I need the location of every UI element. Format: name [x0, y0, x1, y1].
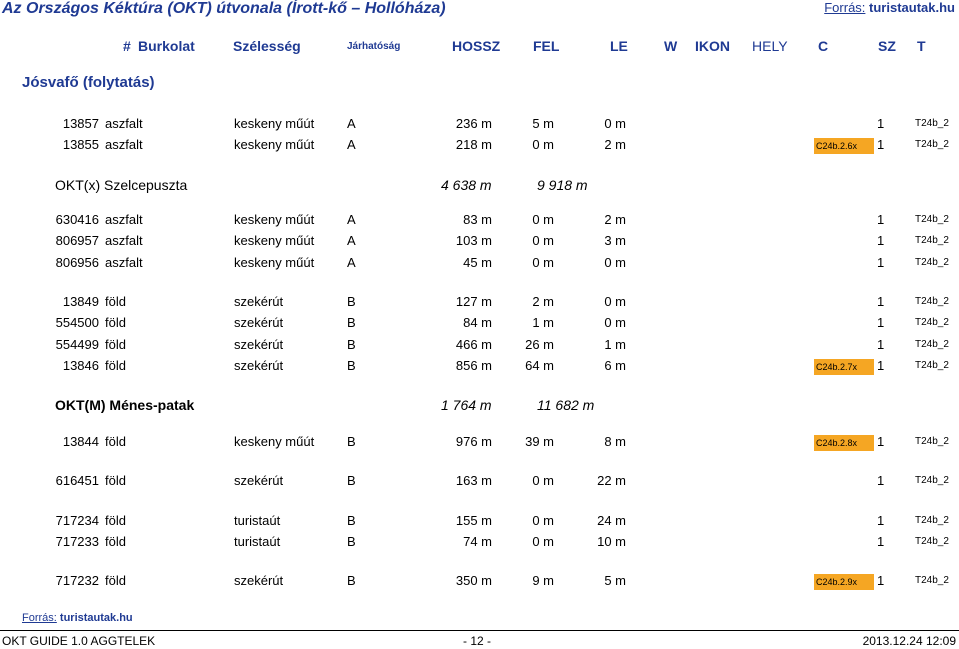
row-passability: B	[347, 357, 356, 373]
row-passability: A	[347, 212, 356, 227]
col-icon: IKON	[695, 38, 730, 54]
table-row	[0, 337, 959, 355]
row-ref: T24b_2	[915, 235, 949, 247]
row-id: 630416	[55, 212, 99, 227]
row-down: 2 m	[604, 212, 626, 227]
row-ref: T24b_2	[915, 536, 949, 548]
row-id: 554500	[55, 315, 99, 331]
row-down: 2 m	[604, 137, 626, 153]
row-surface: aszfalt	[105, 137, 143, 153]
row-width: keskeny műút	[234, 254, 315, 270]
row-surface: aszfalt	[105, 116, 143, 131]
col-passability: Járhatóság	[347, 41, 401, 52]
row-up: 5 m	[532, 116, 554, 131]
table-row	[0, 534, 959, 552]
row-ref: T24b_2	[915, 118, 949, 129]
row-passability: B	[347, 573, 356, 588]
section-length: 4 638 m	[441, 177, 492, 193]
row-down: 5 m	[604, 573, 626, 588]
row-passability: B	[347, 294, 356, 309]
row-surface: föld	[105, 534, 126, 550]
table-row	[0, 137, 959, 155]
row-passability: B	[347, 434, 356, 449]
row-length: 218 m	[455, 137, 492, 153]
source-value[interactable]: turistautak.hu	[869, 0, 955, 15]
footer-page: - 12 -	[463, 634, 492, 648]
row-length: 155 m	[455, 513, 492, 528]
row-length: 127 m	[455, 294, 492, 309]
row-surface: föld	[105, 294, 126, 309]
table-row	[0, 294, 959, 312]
row-width: szekérút	[234, 294, 284, 309]
row-down: 0 m	[604, 116, 626, 131]
row-ref: T24b_2	[915, 475, 949, 486]
table-row	[0, 116, 959, 134]
col-width: Szélesség	[233, 38, 301, 54]
row-width: keskeny műút	[234, 212, 315, 227]
row-code-badge: C24b.2.8x	[814, 435, 874, 451]
footer-right: 2013.12.24 12:09	[862, 634, 956, 648]
footer-divider	[0, 630, 959, 631]
source-top	[824, 0, 955, 15]
row-id: 717233	[55, 534, 99, 550]
row-count: 1	[877, 212, 885, 227]
row-surface: föld	[105, 357, 126, 373]
table-row	[0, 233, 959, 251]
row-count: 1	[877, 513, 885, 528]
row-passability: B	[347, 473, 356, 488]
col-c: C	[818, 38, 829, 54]
row-count: 1	[877, 573, 885, 588]
row-ref: T24b_2	[915, 214, 949, 225]
row-count: 1	[877, 336, 885, 352]
row-down: 0 m	[604, 254, 626, 270]
row-passability: B	[347, 315, 356, 331]
row-count: 1	[877, 137, 885, 153]
table-row	[0, 255, 959, 273]
row-up: 9 m	[532, 573, 554, 588]
table-row	[0, 358, 959, 376]
row-up: 0 m	[532, 473, 554, 488]
row-passability: A	[347, 254, 356, 270]
row-width: szekérút	[234, 357, 284, 373]
row-down: 6 m	[604, 357, 626, 373]
row-down: 8 m	[604, 434, 626, 449]
row-id: 806957	[55, 233, 99, 249]
row-id: 717234	[55, 513, 99, 528]
row-id: 13857	[62, 116, 99, 131]
row-length: 856 m	[455, 357, 492, 373]
row-code-badge: C24b.2.7x	[814, 359, 874, 375]
row-id: 13846	[62, 357, 99, 373]
row-width: keskeny műút	[234, 434, 315, 449]
col-w: W	[664, 38, 678, 54]
row-passability: B	[347, 513, 356, 528]
row-surface: föld	[105, 573, 126, 588]
row-up: 1 m	[532, 315, 554, 331]
row-length: 466 m	[455, 336, 492, 352]
footer-left: OKT GUIDE 1.0 AGGTELEK	[2, 634, 156, 648]
row-surface: föld	[105, 434, 126, 449]
row-up: 26 m	[525, 336, 554, 352]
document-title: Az Országos Kéktúra (OKT) útvonala (Írott-kő – Hollóháza)	[2, 0, 446, 17]
row-surface: föld	[105, 336, 126, 352]
row-ref: T24b_2	[915, 296, 949, 307]
row-up: 0 m	[532, 254, 554, 270]
row-ref: T24b_2	[915, 515, 949, 526]
row-width: turistaút	[234, 513, 281, 528]
row-ref: T24b_2	[915, 256, 949, 268]
row-up: 64 m	[525, 357, 554, 373]
row-length: 84 m	[463, 315, 492, 331]
row-surface: aszfalt	[105, 233, 143, 249]
source-bottom	[22, 612, 133, 624]
table-row	[0, 212, 959, 230]
col-down: LE	[610, 38, 628, 54]
row-id: 554499	[55, 336, 99, 352]
row-surface: aszfalt	[105, 254, 143, 270]
row-up: 0 m	[532, 534, 554, 550]
col-up: FEL	[533, 38, 560, 54]
row-down: 10 m	[597, 534, 626, 550]
row-down: 0 m	[604, 294, 626, 309]
row-code-badge: C24b.2.6x	[814, 138, 874, 154]
col-surface: Burkolat	[138, 38, 195, 54]
section-name: OKT(x) Szelcepuszta	[55, 177, 188, 193]
row-down: 3 m	[604, 233, 626, 249]
source-label[interactable]: Forrás:	[22, 612, 57, 624]
row-width: keskeny műút	[234, 137, 315, 153]
col-sz: SZ	[878, 38, 896, 54]
row-count: 1	[877, 357, 885, 373]
row-count: 1	[877, 473, 885, 488]
row-surface: föld	[105, 513, 126, 528]
row-down: 22 m	[597, 473, 626, 488]
col-t: T	[917, 38, 926, 54]
row-up: 0 m	[532, 212, 554, 227]
section-total: 9 918 m	[537, 177, 588, 193]
section-name: OKT(M) Ménes-patak	[55, 397, 195, 413]
table-row	[0, 473, 959, 491]
col-num: #	[123, 38, 131, 54]
row-id: 806956	[55, 254, 99, 270]
row-length: 45 m	[463, 254, 492, 270]
row-length: 976 m	[455, 434, 492, 449]
row-width: keskeny műút	[234, 233, 315, 249]
row-length: 350 m	[455, 573, 492, 588]
row-width: turistaút	[234, 534, 281, 550]
row-id: 13855	[62, 137, 99, 153]
row-length: 74 m	[463, 534, 492, 550]
row-up: 39 m	[525, 434, 554, 449]
row-width: szekérút	[234, 315, 284, 331]
row-width: szekérút	[234, 573, 284, 588]
row-count: 1	[877, 254, 885, 270]
row-width: keskeny műút	[234, 116, 315, 131]
row-passability: A	[347, 137, 356, 153]
table-row	[0, 513, 959, 531]
row-down: 1 m	[604, 336, 626, 352]
source-value[interactable]: turistautak.hu	[59, 612, 133, 624]
row-ref: T24b_2	[915, 575, 949, 586]
row-ref: T24b_2	[915, 139, 949, 151]
row-id: 616451	[55, 473, 99, 488]
row-length: 236 m	[455, 116, 492, 131]
row-count: 1	[877, 534, 885, 550]
row-ref: T24b_2	[915, 436, 949, 447]
row-count: 1	[877, 116, 885, 131]
row-length: 103 m	[455, 233, 492, 249]
row-passability: A	[347, 233, 356, 249]
row-ref: T24b_2	[915, 317, 949, 329]
row-passability: B	[347, 336, 356, 352]
row-code-badge: C24b.2.9x	[814, 574, 874, 590]
table-row	[0, 315, 959, 333]
row-count: 1	[877, 315, 885, 331]
table-row	[0, 573, 959, 591]
row-up: 2 m	[532, 294, 554, 309]
row-id: 717232	[55, 573, 99, 588]
row-surface: föld	[105, 473, 126, 488]
row-count: 1	[877, 294, 885, 309]
section-length: 1 764 m	[441, 397, 492, 413]
row-id: 13844	[62, 434, 99, 449]
col-length: HOSSZ	[452, 38, 501, 54]
col-place: HELY	[752, 38, 788, 54]
row-surface: aszfalt	[105, 212, 143, 227]
row-id: 13849	[62, 294, 99, 309]
row-passability: B	[347, 534, 356, 550]
row-up: 0 m	[532, 137, 554, 153]
location-heading: Jósvafő (folytatás)	[22, 74, 155, 91]
row-ref: T24b_2	[915, 359, 949, 371]
table-row	[0, 434, 959, 452]
row-length: 163 m	[455, 473, 492, 488]
row-ref: T24b_2	[915, 338, 949, 350]
source-label[interactable]: Forrás:	[824, 0, 866, 15]
row-length: 83 m	[463, 212, 492, 227]
row-passability: A	[347, 116, 356, 131]
row-count: 1	[877, 233, 885, 249]
section-total: 11 682 m	[537, 397, 595, 413]
row-width: szekérút	[234, 473, 284, 488]
row-up: 0 m	[532, 513, 554, 528]
row-down: 24 m	[597, 513, 626, 528]
row-surface: föld	[105, 315, 126, 331]
row-down: 0 m	[604, 315, 626, 331]
row-count: 1	[877, 434, 885, 449]
row-up: 0 m	[532, 233, 554, 249]
row-width: szekérút	[234, 336, 284, 352]
